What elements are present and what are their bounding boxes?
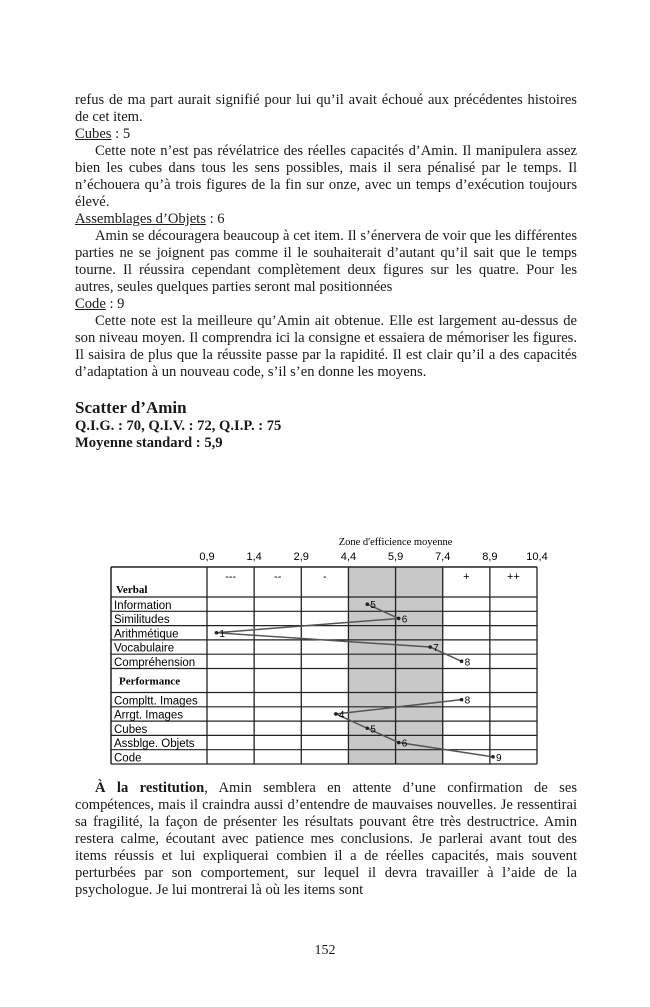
row-label: Arrgt. Images [114, 709, 184, 722]
data-point [215, 631, 219, 635]
paragraph: Cette note est la meilleure qu’Amin ait obtenue. Elle est largement au-dessus de son niveau moyen. Il comprendra ici la consigne et essaiera de mémoriser les figures. Il saisira de plus que la réussite passe par la rapidité. Il est clair qu’il a des capacités d’adaptation à un nouveau code, s’il s’en donne les moyens. [75, 313, 577, 380]
data-label: 5 [370, 724, 376, 736]
column-label: - [323, 571, 327, 583]
scatter-chart [100, 525, 550, 770]
heading-score: : 5 [111, 126, 131, 142]
row-label: Cubes [114, 723, 148, 736]
subtest-heading-cubes [75, 126, 577, 143]
column-label: ++ [506, 571, 520, 583]
x-tick-label: 4,4 [340, 551, 357, 563]
heading-label: Cubes [75, 126, 112, 142]
x-tick-label: 5,9 [387, 551, 404, 563]
row-label: Similitudes [114, 614, 170, 627]
data-point [334, 712, 338, 716]
column-label: --- [225, 571, 237, 583]
heading-score: : 9 [105, 296, 125, 312]
x-tick-label: 7,4 [435, 551, 451, 563]
top-text [75, 92, 577, 452]
row-label: Compréhension [114, 657, 196, 669]
column-label: + [463, 571, 470, 583]
data-label: 8 [464, 657, 471, 669]
data-point [491, 755, 495, 759]
paragraph: , Amin semblera en attente d’une confirmation de ses compétences, mais il craindra aussi d’entendre de mauvaises nouvelles. Je ressentirai sa fragilité, la façon de présenter les résultats pouvant être très destructrice. Amin restera calme, écoutant avec patience mes conclusions. Je parlerai avant tout des items réussis et lui expliquerai combien il a de réelles capacités, mais souvent perturbées par son comportement, sur lequel il devra travailler à l’aide de la psychologue. Je lui montrerai là où les items sont [75, 780, 577, 898]
x-tick-label: 2,9 [293, 551, 309, 563]
row-label: Compltt. Images [114, 695, 198, 708]
row-label: Arithmétique [114, 628, 179, 641]
data-label: 6 [401, 614, 408, 626]
data-point [397, 741, 401, 745]
data-point [365, 602, 369, 606]
data-label: 9 [496, 752, 502, 764]
page-number: 152 [314, 943, 336, 958]
data-point [428, 645, 432, 649]
data-label: 7 [433, 643, 439, 655]
row-label: Vocabulaire [114, 642, 175, 655]
heading-label: Code [75, 296, 106, 312]
row-label: Information [114, 599, 172, 612]
section-title: Scatter d’Amin [75, 398, 187, 417]
chart-title: Zone d'efficience moyenne [338, 537, 453, 548]
group-label: Verbal [116, 584, 148, 596]
data-label: 8 [464, 695, 471, 707]
paragraph: Amin se découragera beaucoup à cet item. Il s’énervera de voir que les différentes parties ne se joignent pas comme il le souhaiterait d’autant qu’il sait que le temps tourne. Il réussira cependant complètement deux figures sur les quatre. Pour les autres, seules quelques parties seront mal positionnées [75, 228, 577, 295]
paragraph: Cette note n’est pas révélatrice des réelles capacités d’Amin. Il manipulera assez bien les cubes dans tous les sens possibles, mais il sera pénalisé par le temps. Il n’échouera qu’à trois figures de la fin sur onze, avec un temps d’exécution toujours élevé. [75, 143, 577, 210]
subtest-heading-assemblage [75, 211, 577, 228]
data-label: 1 [219, 628, 225, 640]
row-label: Assblge. Objets [114, 738, 195, 751]
x-tick-label: 0,9 [199, 551, 215, 563]
heading-score: : 6 [205, 211, 225, 227]
lead-bold: À la restitution [95, 780, 205, 796]
column-label: -- [274, 571, 282, 583]
subtest-heading-code [75, 296, 577, 313]
group-label: Performance [119, 675, 181, 688]
heading-label: Assemblages d’Objets [75, 211, 206, 227]
data-label: 6 [401, 738, 408, 750]
data-point [365, 726, 369, 730]
data-point [397, 617, 401, 621]
paragraph: refus de ma part aurait signifié pour lui qu’il avait échoué aux précédentes histoires de cet item. [75, 92, 577, 125]
data-point [460, 698, 464, 702]
x-tick-label: 10,4 [526, 551, 548, 563]
qi-scores: Q.I.G. : 70, Q.I.V. : 72, Q.I.P. : 75 [75, 418, 282, 434]
bottom-text [75, 780, 577, 899]
row-label: Code [114, 752, 142, 765]
x-tick-label: 1,4 [246, 551, 262, 563]
standard-mean: Moyenne standard : 5,9 [75, 435, 223, 451]
data-point [460, 660, 464, 664]
data-label: 5 [370, 600, 376, 612]
x-tick-label: 8,9 [482, 551, 498, 563]
data-label: 4 [338, 709, 345, 721]
